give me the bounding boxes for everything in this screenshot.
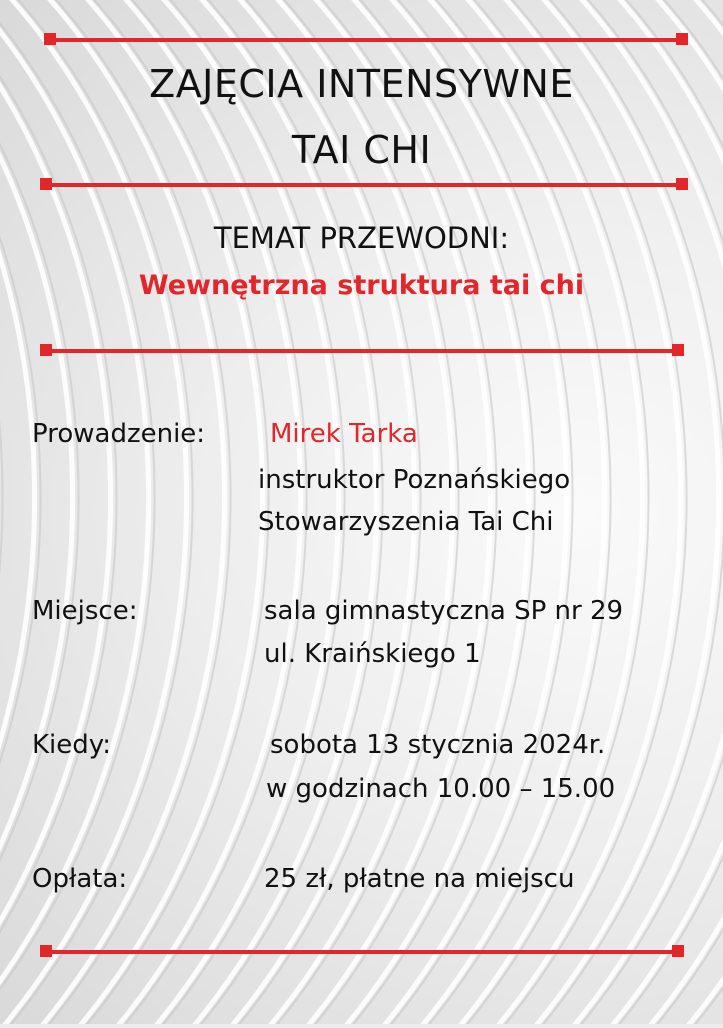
when-line1: sobota 13 stycznia 2024r.: [270, 730, 606, 760]
theme-label: TEMAT PRZEWODNI:: [213, 221, 510, 255]
divider-end-square: [40, 178, 52, 190]
place-line2: ul. Kraińskiego 1: [264, 639, 481, 669]
leader-title-line1: instruktor Poznańskiego: [258, 465, 571, 495]
when-line2: w godzinach 10.00 – 15.00: [266, 774, 616, 804]
fee-label: Opłata:: [32, 864, 128, 894]
leader-label: Prowadzenie:: [32, 419, 206, 449]
top-divider: [48, 38, 684, 42]
divider-end-square: [672, 344, 684, 356]
page-title-line1: ZAJĘCIA INTENSYWNE: [149, 62, 574, 106]
title-divider: [44, 183, 684, 187]
divider-end-square: [672, 945, 684, 957]
leader-name: Mirek Tarka: [270, 419, 418, 449]
divider-end-square: [40, 344, 52, 356]
page-title-line2: TAI CHI: [291, 128, 432, 172]
divider-end-square: [44, 33, 56, 45]
bottom-divider: [44, 950, 680, 954]
place-line1: sala gimnastyczna SP nr 29: [264, 596, 624, 626]
divider-end-square: [40, 945, 52, 957]
divider-end-square: [676, 33, 688, 45]
when-label: Kiedy:: [32, 730, 112, 760]
theme-value: Wewnętrzna struktura tai chi: [138, 270, 585, 301]
place-label: Miejsce:: [32, 596, 138, 626]
theme-divider: [44, 349, 680, 353]
divider-end-square: [676, 178, 688, 190]
leader-title-line2: Stowarzyszenia Tai Chi: [258, 507, 554, 537]
fee-value: 25 zł, płatne na miejscu: [264, 864, 575, 894]
